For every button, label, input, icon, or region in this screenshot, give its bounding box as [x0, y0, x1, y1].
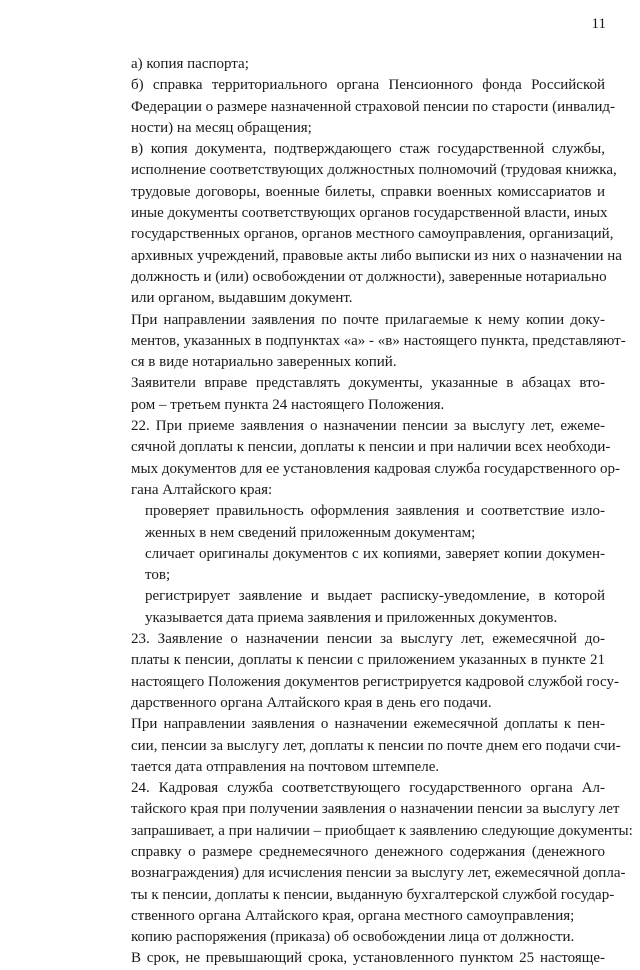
paragraph	[93, 778, 633, 842]
paragraph	[93, 714, 621, 778]
paragraph	[93, 310, 626, 374]
text-line: копию распоряжения (приказа) об освобождении лица от должности.	[131, 929, 575, 946]
text-line: ментов, указанных в подпунктах «а» - «в» настоящего пункта, представляют-	[131, 332, 626, 349]
text-line: тайского края при получении заявления о назначении пенсии за выслугу лет	[131, 801, 620, 818]
text-line: мых документов для ее установления кадровая служба государственного ор-	[131, 460, 620, 477]
page-number: 11	[591, 16, 606, 32]
document-body	[93, 54, 633, 970]
text-line: запрашивает, а при наличии – приобщает к заявлению следующие документы:	[131, 822, 633, 839]
text-line: дарственного органа Алтайского края в день его подачи.	[131, 694, 492, 711]
paragraph	[93, 75, 615, 139]
text-line: Федерации о размере назначенной страховой пенсии по старости (инвалид-	[131, 98, 615, 115]
paragraph	[93, 948, 605, 969]
text-line: Заявители вправе представлять документы, указанные в абзацах вто-	[131, 375, 605, 392]
text-line: или органом, выдавшим документ.	[131, 290, 353, 307]
text-line: ром – третьем пункта 24 настоящего Положения.	[131, 396, 445, 413]
text-line: ся в виде нотариально заверенных копий.	[131, 354, 397, 371]
text-line: 22. При приеме заявления о назначении пенсии за выслугу лет, ежеме-	[131, 418, 605, 435]
text-line: тов;	[145, 567, 171, 584]
text-line: ственного органа Алтайского края, органа местного самоуправления;	[131, 907, 575, 924]
text-line: указывается дата приема заявления и приложенных документов.	[145, 609, 558, 626]
paragraph	[93, 629, 620, 714]
text-line: 23. Заявление о назначении пенсии за выслугу лет, ежемесячной до-	[131, 631, 605, 648]
text-line: 24. Кадровая служба соответствующего государственного органа Ал-	[131, 780, 605, 797]
paragraph	[93, 139, 622, 309]
paragraph	[93, 586, 605, 629]
text-line: трудовые договоры, военные билеты, справки военных комиссариатов и	[131, 183, 605, 200]
text-line: ты к пенсии, доплаты к пенсии, выданную бухгалтерской службой государ-	[131, 886, 615, 903]
text-line: настоящего Положения документов регистрируется кадровой службой госу-	[131, 673, 620, 690]
text-line: регистрирует заявление и выдает расписку-уведомление, в которой	[145, 588, 605, 605]
paragraph	[93, 54, 605, 75]
text-line: При направлении заявления по почте прилагаемые к нему копии доку-	[131, 311, 605, 328]
text-line: гана Алтайского края:	[131, 481, 273, 498]
text-line: сии, пенсии за выслугу лет, доплаты к пенсии по почте днем его подачи счи-	[131, 737, 621, 754]
text-line: сличает оригиналы документов с их копиями, заверяет копии докумен-	[145, 545, 605, 562]
paragraph	[93, 842, 626, 927]
paragraph	[93, 416, 620, 501]
paragraph	[93, 544, 605, 587]
text-line: а) копия паспорта;	[131, 56, 249, 72]
text-line: архивных учреждений, правовые акты либо выписки из них о назначении на	[131, 247, 622, 264]
text-line: вознаграждения) для исчисления пенсии за выслугу лет, ежемесячной допла-	[131, 865, 626, 882]
text-line: женных в нем сведений приложенным документам;	[145, 524, 476, 541]
text-line: тается дата отправления на почтовом штемпеле.	[131, 758, 440, 775]
text-line: исполнение соответствующих должностных полномочий (трудовая книжка,	[131, 162, 617, 179]
text-line: в) копия документа, подтверждающего стаж государственной службы,	[131, 141, 605, 158]
text-line: государственных органов, органов местного самоуправления, организаций,	[131, 226, 614, 243]
paragraph	[93, 373, 605, 416]
text-line: ности) на месяц обращения;	[131, 119, 312, 136]
text-line: проверяет правильность оформления заявления и соответствие изло-	[145, 503, 605, 520]
text-line: В срок, не превышающий срока, установленного пунктом 25 настояще-	[131, 950, 605, 967]
text-line: сячной доплаты к пенсии, доплаты к пенсии и при наличии всех необходи-	[131, 439, 611, 456]
text-line: должность и (или) освобождении от должности), заверенные нотариально	[131, 268, 607, 285]
text-line: иные документы соответствующих органов государственной власти, иных	[131, 205, 608, 222]
text-line: справку о размере среднемесячного денежного содержания (денежного	[131, 843, 605, 860]
paragraph	[93, 501, 605, 544]
text-line: При направлении заявления о назначении ежемесячной доплаты к пен-	[131, 716, 605, 733]
text-line: платы к пенсии, доплаты к пенсии с приложением указанных в пункте 21	[131, 652, 605, 669]
paragraph	[93, 927, 605, 948]
text-line: б) справка территориального органа Пенсионного фонда Российской	[131, 77, 605, 94]
